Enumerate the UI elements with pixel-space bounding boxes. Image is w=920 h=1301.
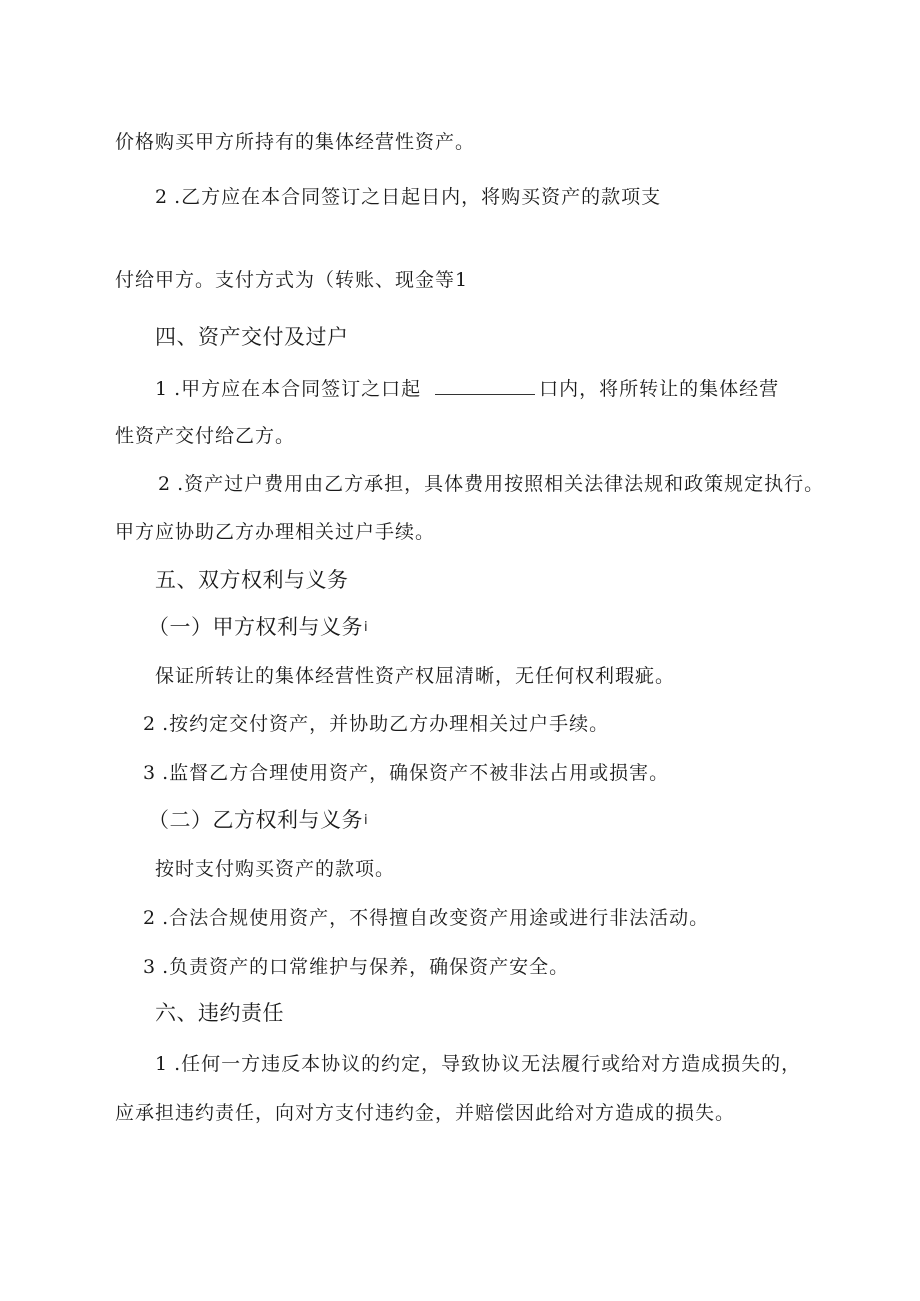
line-text: 付给甲方。支付方式为（转账、现金等1 [115, 269, 469, 291]
list-item [155, 1052, 801, 1076]
line-text: .合法合规使用资产，不得擅自改变资产用途或进行非法活动。 [162, 907, 710, 929]
item-number: 2 [143, 907, 157, 929]
line-text: .任何一方违反本协议的约定，导致协议无法履行或给对方造成损失的， [174, 1053, 802, 1075]
item-number: 3 [143, 762, 157, 784]
line-text: 保证所转让的集体经营性资产权屈清晰，无任何权利瑕疵。 [155, 665, 676, 687]
line-text: 应承担违约责任，向对方支付违约金，并赔偿因此给对方造成的损失。 [115, 1102, 736, 1124]
paragraph-line [115, 424, 295, 448]
line-text: 口内，将所转让的集体经营 [539, 378, 780, 400]
line-text: 价格购买甲方所持有的集体经营性资产。 [115, 131, 476, 153]
list-item [155, 377, 779, 401]
paragraph-line [115, 1101, 735, 1125]
list-item [143, 906, 709, 930]
subsection-heading-1 [148, 614, 368, 641]
subsection-heading-2 [148, 807, 368, 834]
item-number: 2 [158, 473, 172, 495]
item-number: 2 [143, 713, 157, 735]
item-number: 1 [155, 1053, 169, 1075]
item-number: 2 [155, 186, 169, 208]
fill-in-blank[interactable] [435, 378, 535, 395]
item-number: 1 [155, 378, 169, 400]
heading-mark: i [364, 620, 369, 635]
list-item [155, 185, 661, 209]
line-text: .资产过户费用由乙方承担，具体费用按照相关法律法规和政策规定执行。 [177, 473, 825, 495]
paragraph-line [115, 268, 468, 292]
section-heading-5: 五、双方权利与义务 [155, 568, 349, 592]
heading-text: （二）乙方权利与义务 [148, 808, 363, 832]
line-text: .按约定交付资产，并协助乙方办理相关过户手续。 [162, 713, 610, 735]
line-text: 按时支付购买资产的款项。 [155, 858, 396, 880]
list-item [143, 712, 609, 736]
paragraph-line [115, 130, 475, 154]
line-text: .负责资产的口常维护与保养，确保资产安全。 [162, 956, 570, 978]
line-text: .监督乙方合理使用资产，确保资产不被非法占用或损害。 [162, 762, 670, 784]
line-text: 甲方应协助乙方办理相关过户手续。 [115, 521, 436, 543]
line-text: .甲方应在本合同签订之口起 [174, 378, 422, 400]
item-number: 3 [143, 956, 157, 978]
paragraph-line [155, 664, 675, 688]
list-item [143, 955, 569, 979]
section-heading-6: 六、违约责任 [155, 1001, 284, 1025]
list-item [143, 761, 669, 785]
line-text: 性资产交付给乙方。 [115, 425, 296, 447]
heading-mark: i [364, 813, 369, 828]
paragraph-line [115, 520, 435, 544]
section-heading-4: 四、资产交付及过户 [155, 325, 349, 349]
line-text: .乙方应在本合同签订之日起日内，将购买资产的款项支 [174, 186, 662, 208]
heading-text: （一）甲方权利与义务 [148, 615, 363, 639]
paragraph-line [155, 857, 395, 881]
list-item [158, 472, 824, 496]
